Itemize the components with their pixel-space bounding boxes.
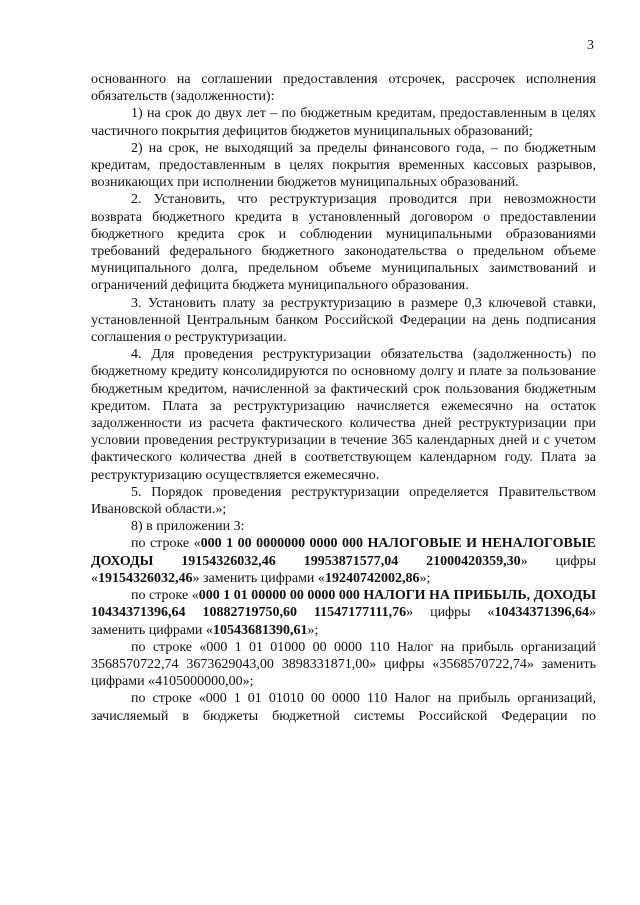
text-run: по строке «000 1 01 01000 00 0000 110 Налог на прибыль организаций 3568570722,74 3673629043,00 3898331871,00» цифры «3568570722,74» заменить цифрами «4105000000,00»; [91,639,596,690]
text-run: » заменить цифрами « [91,605,596,638]
text-run: »; [307,622,319,638]
paragraph [91,690,596,724]
paragraph [91,639,596,691]
text-run: »; [419,570,431,586]
paragraph [91,140,596,192]
bold-text-run: 10434371396,64 [494,605,589,621]
text-run: 2) на срок, не выходящий за пределы финансового года, – по бюджетным кредитам, предоставленным в целях покрытия временных кассовых разрывов, возникающих при исполнении бюджетов муниципальных образований. [91,140,596,191]
paragraph [91,295,596,347]
paragraph [91,518,596,535]
bold-text-run: 000 1 01 00000 00 0000 000 НАЛОГИ НА ПРИБЫЛЬ, ДОХОДЫ 10434371396,64 10882719750,60 11547177111,76 [91,588,596,621]
text-run: 5. Порядок проведения реструктуризации определяется Правительством Ивановской области.»; [91,484,596,518]
bold-text-run: 000 1 00 0000000 0000 000 НАЛОГОВЫЕ И НЕНАЛОГОВЫЕ ДОХОДЫ 19154326032,46 19953871577,04 21000420359,30 [91,536,596,569]
bold-text-run: 19240742002,86 [324,570,420,586]
document-body [91,71,596,725]
bold-text-run: 10543681390,61 [212,622,308,638]
paragraph [91,105,596,139]
bold-text-run: 19154326032,46 [98,570,193,586]
paragraph [91,191,596,294]
paragraph [91,71,596,105]
text-run: 3. Установить плату за реструктуризацию в размере 0,3 ключевой ставки, установленной Центральным банком Российской Федерации на день подписания соглашения о реструктуризации. [91,295,596,346]
text-run: по строке « [131,588,199,604]
text-run: » цифры « [406,605,495,621]
text-run: 2. Установить, что реструктуризация проводится при невозможности возврата бюджетного кредита в установленный договором о предоставлении бюджетного кредита срок и соблюдении муниципальными образованиями требований федерального бюджетного законодательства о предельном объеме муниципального долга, предельном объеме муниципальных заимствований и ограничений дефицита бюджета муниципального образования. [91,192,596,294]
paragraph [91,484,596,518]
text-run: по строке «000 1 01 01010 00 0000 110 Налог на прибыль организаций, зачисляемый в бюджеты бюджетной системы Российской Федерации по [91,691,596,724]
paragraph [91,587,596,639]
text-run: основанного на соглашении предоставления отсрочек, рассрочек исполнения обязательств (задолженности): [91,72,596,105]
text-run: 1) на срок до двух лет – по бюджетным кредитам, предоставленным в целях частичного покрытия дефицитов бюджетов муниципальных образований; [91,106,596,139]
page-number: 3 [587,38,594,53]
paragraph [91,346,596,484]
text-run: 4. Для проведения реструктуризации обязательства (задолженность) по бюджетному кредиту консолидируются по основному долгу и плате за пользование бюджетным кредитом, начисленной за фактический срок пользования бюджетным кредитом. Плата за реструктуризацию начисляется ежемесячно на остаток задолженности из расчета фактического количества дней реструктуризации при условии проведения реструктуризации в течение 365 календарных дней и с учетом фактического количества дней в соответствующем календарном году. Плата за реструктуризацию осуществляется ежемесячно. [91,347,596,483]
paragraph [91,535,596,587]
text-run: 8) в приложении 3: [131,519,245,535]
text-run: по строке « [131,536,201,552]
text-run: » заменить цифрами « [192,570,325,586]
text-run: » цифры « [91,553,596,586]
